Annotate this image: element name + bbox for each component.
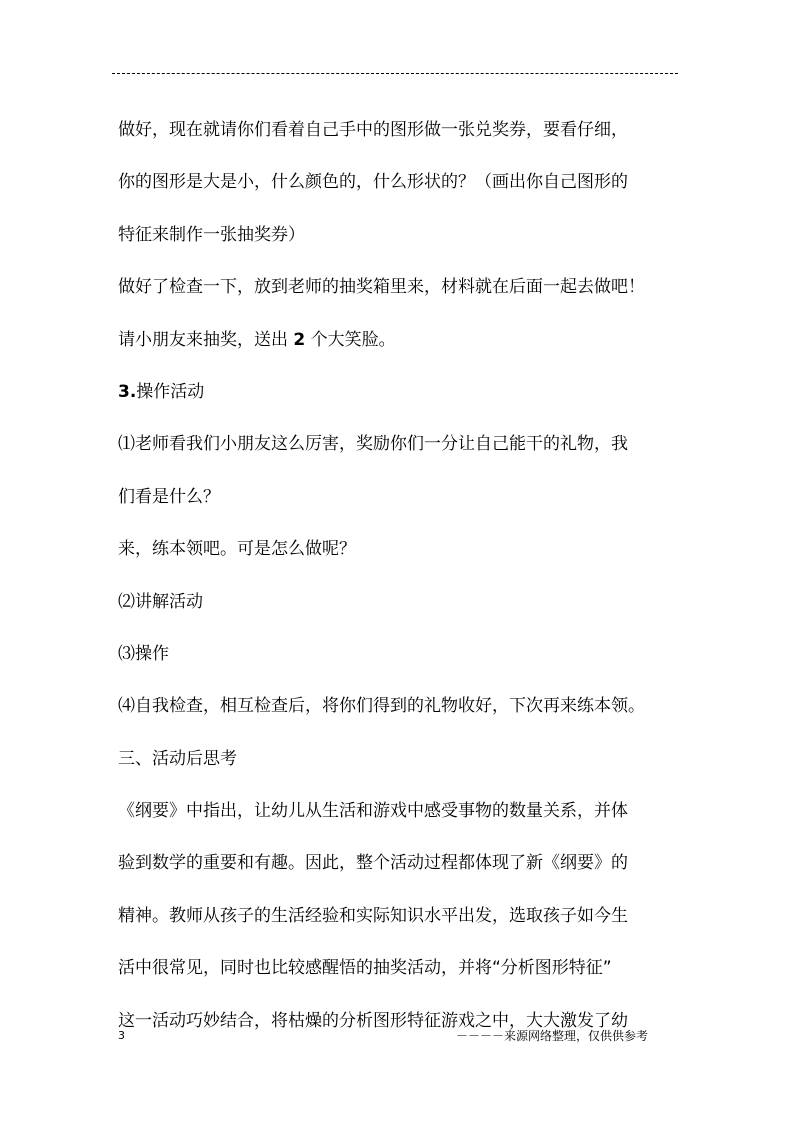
- header-dashed-rule: [112, 73, 678, 74]
- text-line: 这一活动巧妙结合，将枯燥的分析图形特征游戏之中，大大激发了幼: [118, 1010, 628, 1031]
- text-line: 验到数学的重要和有趣。因此，整个活动过程都体现了新《纲要》的: [118, 853, 628, 874]
- text-line: ⑷自我检查，相互检查后，将你们得到的礼物收好，下次再来练本领。: [118, 696, 645, 717]
- text-line: 做好了检查一下，放到老师的抽奖箱里来，材料就在后面一起去做吧！: [118, 277, 645, 298]
- text-line: 活中很常见，同时也比较感醒悟的抽奖活动，并将“分析图形特征”: [118, 958, 612, 979]
- text-line: ⑵讲解活动: [118, 591, 203, 612]
- text-line: ⑴老师看我们小朋友这么厉害，奖励你们一分让自己能干的礼物，我: [118, 434, 628, 455]
- text-line: 做好，现在就请你们看着自己手中的图形做一张兑奖券，要看仔细，: [118, 120, 628, 140]
- page-number: 3: [118, 1029, 125, 1042]
- footer-source-note: －－－－来源网络整理，仅供供参考: [456, 1029, 649, 1043]
- section-heading-operation: 3.操作活动: [118, 381, 205, 402]
- section-heading-reflection: 三、活动后思考: [118, 748, 237, 769]
- text-line: 特征来制作一张抽奖券）: [118, 224, 305, 245]
- text-line: ⑶操作: [118, 643, 169, 664]
- text-line: 请小朋友来抽奖，送出 2 个大笑脸。: [118, 329, 396, 350]
- text-line: 你的图形是大是小，什么颜色的，什么形状的？（画出你自己图形的: [118, 172, 628, 193]
- text-line: 们看是什么？: [118, 486, 220, 507]
- text-line: 《纲要》中指出，让幼儿从生活和游戏中感受事物的数量关系，并体: [118, 801, 628, 822]
- text-line: 来，练本领吧。可是怎么做呢？: [118, 539, 356, 560]
- document-body: [118, 104, 688, 1047]
- text-line: 精神。教师从孩子的生活经验和实际知识水平出发，选取孩子如今生: [118, 905, 628, 926]
